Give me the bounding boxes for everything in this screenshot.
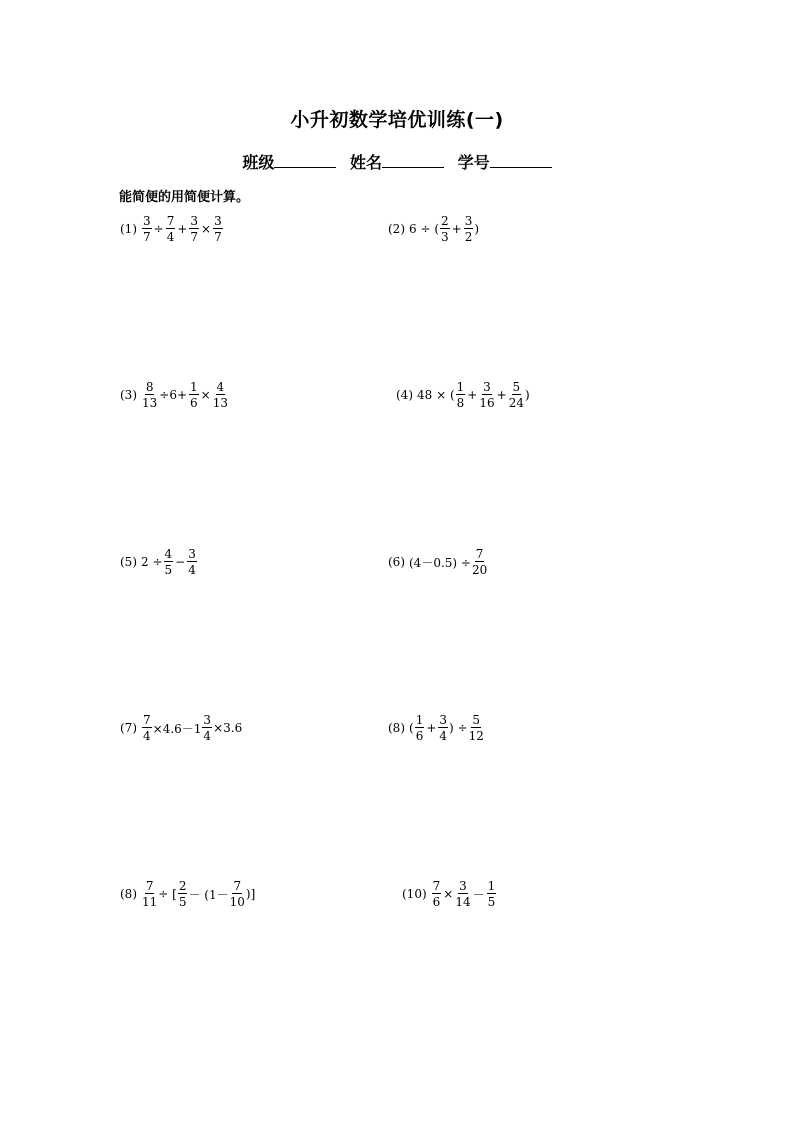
denominator: 4: [166, 230, 175, 244]
numerator: 3: [439, 713, 448, 727]
numerator: 3: [464, 214, 473, 228]
denominator: 6: [190, 396, 198, 410]
operator: +: [177, 222, 188, 236]
numerator: 7: [475, 547, 484, 561]
fraction: [187, 548, 197, 576]
expression-text: ) ÷: [449, 721, 468, 735]
fraction: [464, 215, 474, 243]
numerator: 3: [143, 214, 151, 228]
expression-text: ): [524, 388, 530, 402]
fraction: [142, 880, 157, 908]
expression-text: ×4.6－1: [152, 721, 202, 736]
denominator: 2: [464, 230, 473, 244]
operator: +: [496, 388, 507, 402]
problem-10: [402, 880, 497, 908]
denominator: 4: [188, 563, 196, 577]
fraction: [189, 381, 199, 409]
expression-text: 48 × (: [417, 388, 455, 402]
numerator: 3: [203, 713, 212, 727]
problem-3: [120, 381, 229, 409]
class-field: [242, 153, 336, 172]
problem-5: [120, 548, 198, 576]
numerator: 7: [143, 713, 151, 727]
denominator: 5: [178, 895, 187, 909]
fraction: [142, 215, 152, 243]
numerator: 8: [145, 380, 154, 394]
denominator: 12: [468, 729, 484, 743]
id-blank[interactable]: [490, 153, 552, 168]
problem-2: [388, 215, 479, 243]
denominator: 7: [214, 230, 222, 244]
numerator: 7: [166, 214, 175, 228]
numerator: 5: [512, 380, 521, 394]
expression-text: ): [474, 222, 480, 236]
operator: ×: [201, 222, 212, 236]
numerator: 2: [178, 879, 187, 893]
denominator: 16: [479, 396, 495, 410]
fraction: [213, 215, 223, 243]
operator: －: [472, 887, 485, 902]
denominator: 4: [439, 729, 448, 743]
numerator: 3: [214, 214, 222, 228]
name-label: 姓名: [349, 153, 382, 172]
operator: ÷: [153, 222, 164, 236]
fraction: [432, 880, 442, 908]
operator: ×: [200, 388, 211, 402]
denominator: 6: [432, 895, 441, 909]
name-field: [350, 153, 444, 172]
fraction: [415, 714, 425, 742]
numerator: 5: [472, 713, 481, 727]
class-label: 班级: [242, 153, 275, 172]
instruction: 能简便的用简便计算。: [119, 190, 250, 205]
id-label: 学号: [457, 153, 490, 172]
problem-1: [120, 215, 224, 243]
denominator: 8: [456, 396, 465, 410]
fraction: [469, 714, 484, 742]
fraction: [487, 880, 497, 908]
operator: +: [467, 388, 478, 402]
denominator: 13: [212, 396, 229, 410]
fraction: [166, 215, 176, 243]
problem-number: (8): [388, 721, 405, 735]
fraction: [213, 381, 228, 409]
denominator: 7: [143, 230, 151, 244]
numerator: 3: [459, 879, 467, 893]
fraction: [202, 714, 212, 742]
denominator: 4: [203, 729, 212, 743]
fraction: [189, 215, 199, 243]
expression-text: 2 ÷: [141, 555, 163, 569]
numerator: 4: [216, 380, 225, 394]
fraction: [438, 714, 448, 742]
denominator: 13: [142, 396, 158, 410]
operator: −: [175, 555, 186, 569]
operator: ×: [443, 887, 454, 901]
denominator: 3: [441, 230, 449, 244]
operator: +: [451, 222, 462, 236]
expression-text: 6 ÷ (: [409, 222, 439, 236]
numerator: 3: [483, 380, 491, 394]
problem-number: (7): [120, 721, 137, 735]
page-title: 小升初数学培优训练(一): [290, 109, 504, 131]
problem-number: (1): [120, 222, 137, 236]
fraction: [142, 714, 152, 742]
operator: ÷6+: [159, 388, 188, 402]
denominator: 6: [415, 729, 424, 743]
fraction: [230, 880, 245, 908]
numerator: 4: [164, 547, 173, 561]
denominator: 24: [508, 396, 524, 410]
problem-8: [388, 714, 485, 742]
class-blank[interactable]: [274, 153, 336, 168]
problem-7: [120, 714, 242, 742]
denominator: 5: [164, 563, 173, 577]
numerator: 7: [432, 879, 441, 893]
denominator: 10: [229, 895, 245, 909]
numerator: 3: [190, 214, 199, 228]
problem-number: (4): [396, 388, 413, 402]
numerator: 3: [188, 547, 196, 561]
numerator: 7: [145, 879, 154, 893]
fraction: [479, 381, 494, 409]
denominator: 5: [487, 895, 496, 909]
expression-text: (: [409, 721, 414, 735]
fraction: [456, 381, 466, 409]
problem-number: (8): [120, 887, 137, 901]
problem-number: (3): [120, 388, 137, 402]
problem-4: [396, 381, 530, 409]
denominator: 11: [142, 895, 158, 909]
expression-text: (4－0.5) ÷: [409, 555, 471, 570]
student-info-line: [0, 150, 794, 173]
denominator: 20: [471, 563, 488, 577]
numerator: 7: [233, 879, 242, 893]
numerator: 1: [487, 879, 496, 893]
numerator: 1: [456, 380, 465, 394]
fraction: [178, 880, 188, 908]
fraction: [472, 548, 487, 576]
problem-6: [388, 548, 488, 576]
expression-text: ÷ [: [158, 887, 177, 901]
expression-text: )]: [245, 887, 256, 901]
problem-number: (6): [388, 555, 405, 569]
fraction: [142, 381, 157, 409]
fraction: [455, 880, 470, 908]
fraction: [164, 548, 174, 576]
fraction: [509, 381, 524, 409]
numerator: 2: [441, 214, 449, 228]
name-blank[interactable]: [382, 153, 444, 168]
id-field: [458, 153, 552, 172]
denominator: 7: [190, 230, 199, 244]
fraction: [440, 215, 450, 243]
denominator: 4: [143, 729, 151, 743]
expression-text: ×3.6: [213, 721, 243, 735]
problem-number: (5): [120, 555, 137, 569]
denominator: 14: [455, 895, 471, 909]
operator: +: [426, 721, 437, 735]
expression-text: － (1－: [188, 887, 229, 902]
numerator: 1: [415, 713, 424, 727]
problem-number: (2): [388, 222, 405, 236]
problem-9: [120, 880, 255, 908]
numerator: 1: [190, 380, 198, 394]
problem-number: (10): [402, 887, 427, 901]
